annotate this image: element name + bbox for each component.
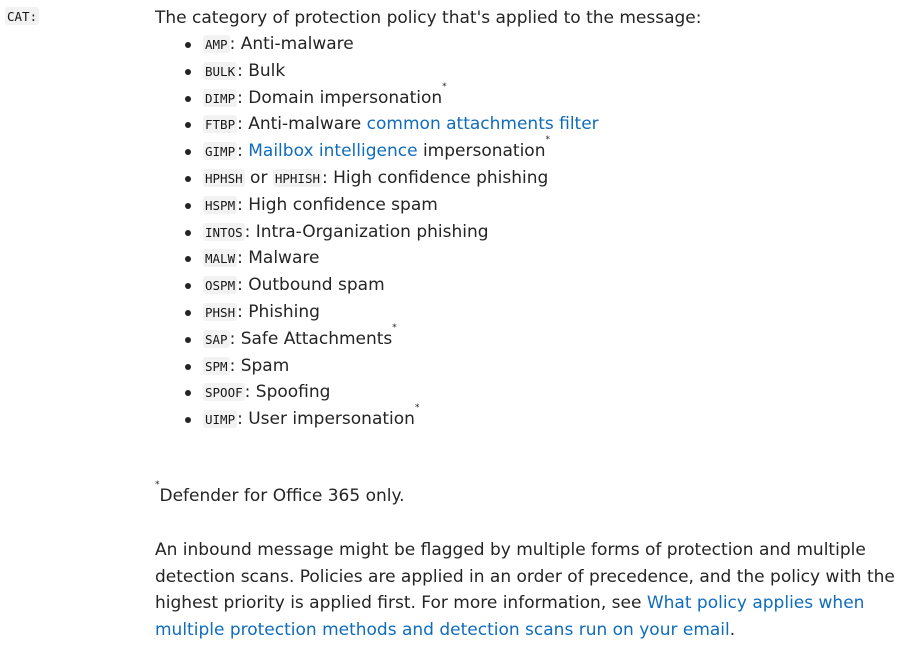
policy-code: FTBP xyxy=(205,117,236,133)
policy-code: BULK xyxy=(205,63,236,79)
policy-code: OSPM xyxy=(205,278,236,294)
explanation-text: An inbound message might be flagged by multiple forms of protection and multiple detection scans. Policies are applied in an order of precedence, and the policy with the highest priority is applied first. For more information, see xyxy=(155,540,895,613)
policy-category-list xyxy=(155,31,897,433)
list-item xyxy=(155,379,897,406)
policy-label: : High confidence phishing xyxy=(322,167,549,188)
footnote-marker: * xyxy=(414,403,420,414)
policy-label: : Outbound spam xyxy=(237,275,385,296)
policy-label: : Bulk xyxy=(237,60,286,81)
policy-code: GIMP xyxy=(205,144,236,160)
policy-code: UIMP xyxy=(205,412,236,428)
precedence-explanation xyxy=(155,537,897,643)
list-item xyxy=(155,81,897,112)
bullet-icon xyxy=(185,337,191,343)
policy-label: : Spoofing xyxy=(244,382,331,403)
policy-label: : Anti-malware xyxy=(229,34,354,54)
policy-label: : Anti-malware xyxy=(237,114,367,135)
policy-label: : xyxy=(237,141,249,162)
policy-code: SPM xyxy=(205,358,228,374)
policy-label: : High confidence spam xyxy=(237,194,438,215)
list-item xyxy=(155,272,897,299)
bullet-icon xyxy=(185,364,191,370)
list-item xyxy=(155,135,897,165)
footnote-marker: * xyxy=(155,480,160,490)
list-item xyxy=(155,322,897,353)
policy-label-suffix: impersonation xyxy=(417,141,546,162)
policy-code: SPOOF xyxy=(205,385,243,401)
mailbox-intelligence-link[interactable]: Mailbox intelligence xyxy=(248,141,418,162)
list-item xyxy=(155,111,897,138)
policy-code: INTOS xyxy=(205,224,243,240)
policy-label: : User impersonation xyxy=(237,409,415,430)
explanation-end: . xyxy=(729,619,736,640)
list-item xyxy=(155,165,897,192)
footnote-marker: * xyxy=(545,135,550,146)
list-item xyxy=(155,192,897,219)
term-cell xyxy=(5,6,39,25)
bullet-icon xyxy=(185,417,191,423)
footnote-marker: * xyxy=(442,81,447,92)
bullet-icon xyxy=(185,283,191,289)
footnote-text: Defender for Office 365 only. xyxy=(159,486,405,506)
policy-code-alt: HPHISH xyxy=(274,170,320,186)
policy-code: HSPM xyxy=(205,197,236,213)
bullet-icon xyxy=(185,69,191,75)
policy-label: : Phishing xyxy=(237,301,320,322)
description-intro: The category of protection policy that's applied to the message: xyxy=(155,8,702,28)
bullet-icon xyxy=(185,230,191,236)
policy-code: PHSH xyxy=(205,304,236,320)
bullet-icon xyxy=(185,203,191,209)
policy-label: : Spam xyxy=(229,355,290,376)
list-item xyxy=(155,245,897,272)
term-code: CAT: xyxy=(7,9,38,24)
policy-precedence-link[interactable]: What policy applies when multiple protection methods and detection scans run on your email xyxy=(155,593,865,640)
list-item xyxy=(155,58,897,85)
bullet-icon xyxy=(185,310,191,316)
policy-label: : Intra-Organization phishing xyxy=(244,221,489,242)
footnote-marker: * xyxy=(392,322,397,333)
policy-code: HPHSH xyxy=(205,170,243,186)
policy-label: : Malware xyxy=(237,248,320,269)
list-item xyxy=(155,219,897,246)
list-item xyxy=(155,299,897,326)
bullet-icon xyxy=(185,176,191,182)
common-attachments-filter-link[interactable]: common attachments filter xyxy=(366,114,599,135)
bullet-icon xyxy=(185,122,191,128)
bullet-icon xyxy=(185,149,191,155)
bullet-icon xyxy=(185,42,191,48)
bullet-icon xyxy=(185,96,191,102)
policy-label: : Domain impersonation xyxy=(237,87,443,108)
code-connector: or xyxy=(244,167,273,188)
list-item xyxy=(155,353,897,380)
policy-label: : Safe Attachments xyxy=(229,328,393,349)
footnote xyxy=(155,480,405,509)
policy-code: MALW xyxy=(205,251,236,267)
list-item xyxy=(155,403,897,433)
policy-code: AMP xyxy=(205,37,228,52)
bullet-icon xyxy=(185,256,191,262)
policy-code: DIMP xyxy=(205,90,236,106)
bullet-icon xyxy=(185,390,191,396)
policy-code: SAP xyxy=(205,331,228,347)
description-cell xyxy=(155,5,897,640)
list-item xyxy=(155,31,897,58)
